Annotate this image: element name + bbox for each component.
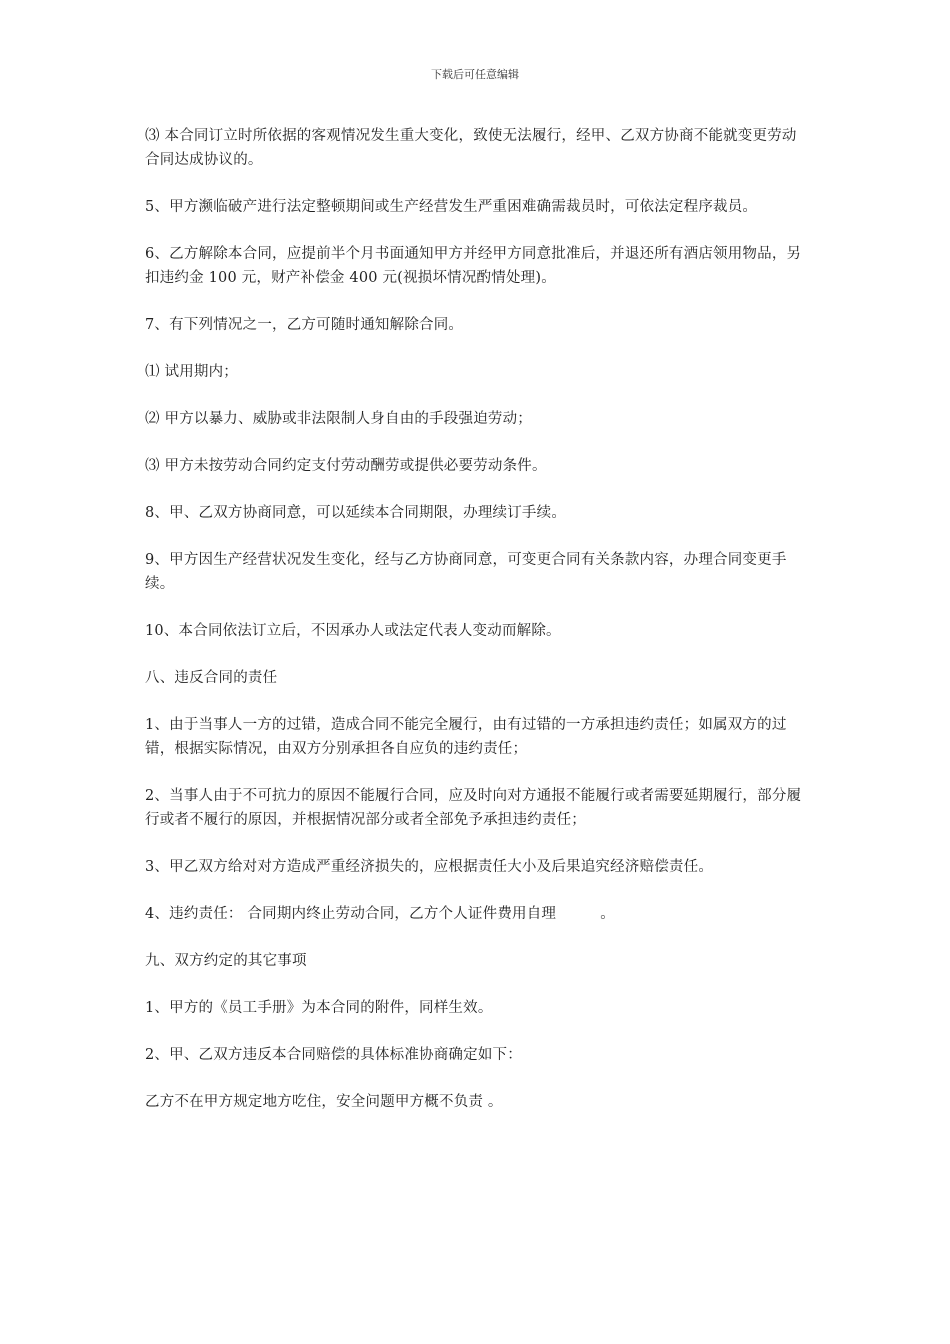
paragraph: 4、违约责任： 合同期内终止劳动合同，乙方个人证件费用自理 。 bbox=[145, 906, 615, 922]
paragraph: ⑵ 甲方以暴力、威胁或非法限制人身自由的手段强迫劳动； bbox=[145, 411, 533, 427]
document-body bbox=[145, 124, 810, 1114]
page-header: 下载后可任意编辑 bbox=[431, 68, 519, 81]
paragraph: 10、本合同依法订立后，不因承办人或法定代表人变动而解除。 bbox=[145, 623, 561, 639]
section-heading: 九、双方约定的其它事项 bbox=[145, 953, 307, 969]
paragraph: 7、有下列情况之一，乙方可随时通知解除合同。 bbox=[145, 317, 464, 333]
paragraph: 2、甲、乙双方违反本合同赔偿的具体标准协商确定如下： bbox=[145, 1047, 522, 1063]
paragraph: 5、甲方濒临破产进行法定整顿期间或生产经营发生严重困难确需裁员时，可依法定程序裁员。 bbox=[145, 199, 758, 215]
paragraph: 6、乙方解除本合同，应提前半个月书面通知甲方并经甲方同意批准后，并退还所有酒店领用物品，另扣违约金 100 元，财产补偿金 400 元(视损坏情况酌情处理)。 bbox=[145, 246, 802, 286]
paragraph: 3、甲乙双方给对对方造成严重经济损失的，应根据责任大小及后果追究经济赔偿责任。 bbox=[145, 859, 714, 875]
paragraph: 9、甲方因生产经营状况发生变化，经与乙方协商同意，可变更合同有关条款内容，办理合同变更手续。 bbox=[145, 552, 787, 592]
paragraph: 乙方不在甲方规定地方吃住，安全问题甲方概不负责 。 bbox=[145, 1094, 503, 1110]
paragraph: 1、由于当事人一方的过错，造成合同不能完全履行，由有过错的一方承担违约责任；如属双方的过错，根据实际情况，由双方分别承担各自应负的违约责任； bbox=[145, 717, 787, 757]
paragraph: ⑴ 试用期内； bbox=[145, 364, 239, 380]
paragraph: 1、甲方的《员工手册》为本合同的附件，同样生效。 bbox=[145, 1000, 493, 1016]
paragraph: ⑶ 甲方未按劳动合同约定支付劳动酬劳或提供必要劳动条件。 bbox=[145, 458, 547, 474]
paragraph: 2、当事人由于不可抗力的原因不能履行合同，应及时向对方通报不能履行或者需要延期履行，部分履行或者不履行的原因，并根据情况部分或者全部免予承担违约责任； bbox=[145, 788, 802, 828]
section-heading: 八、违反合同的责任 bbox=[145, 670, 278, 686]
paragraph: ⑶ 本合同订立时所依据的客观情况发生重大变化，致使无法履行，经甲、乙双方协商不能就变更劳动合同达成协议的。 bbox=[145, 128, 797, 168]
paragraph: 8、甲、乙双方协商同意，可以延续本合同期限，办理续订手续。 bbox=[145, 505, 567, 521]
